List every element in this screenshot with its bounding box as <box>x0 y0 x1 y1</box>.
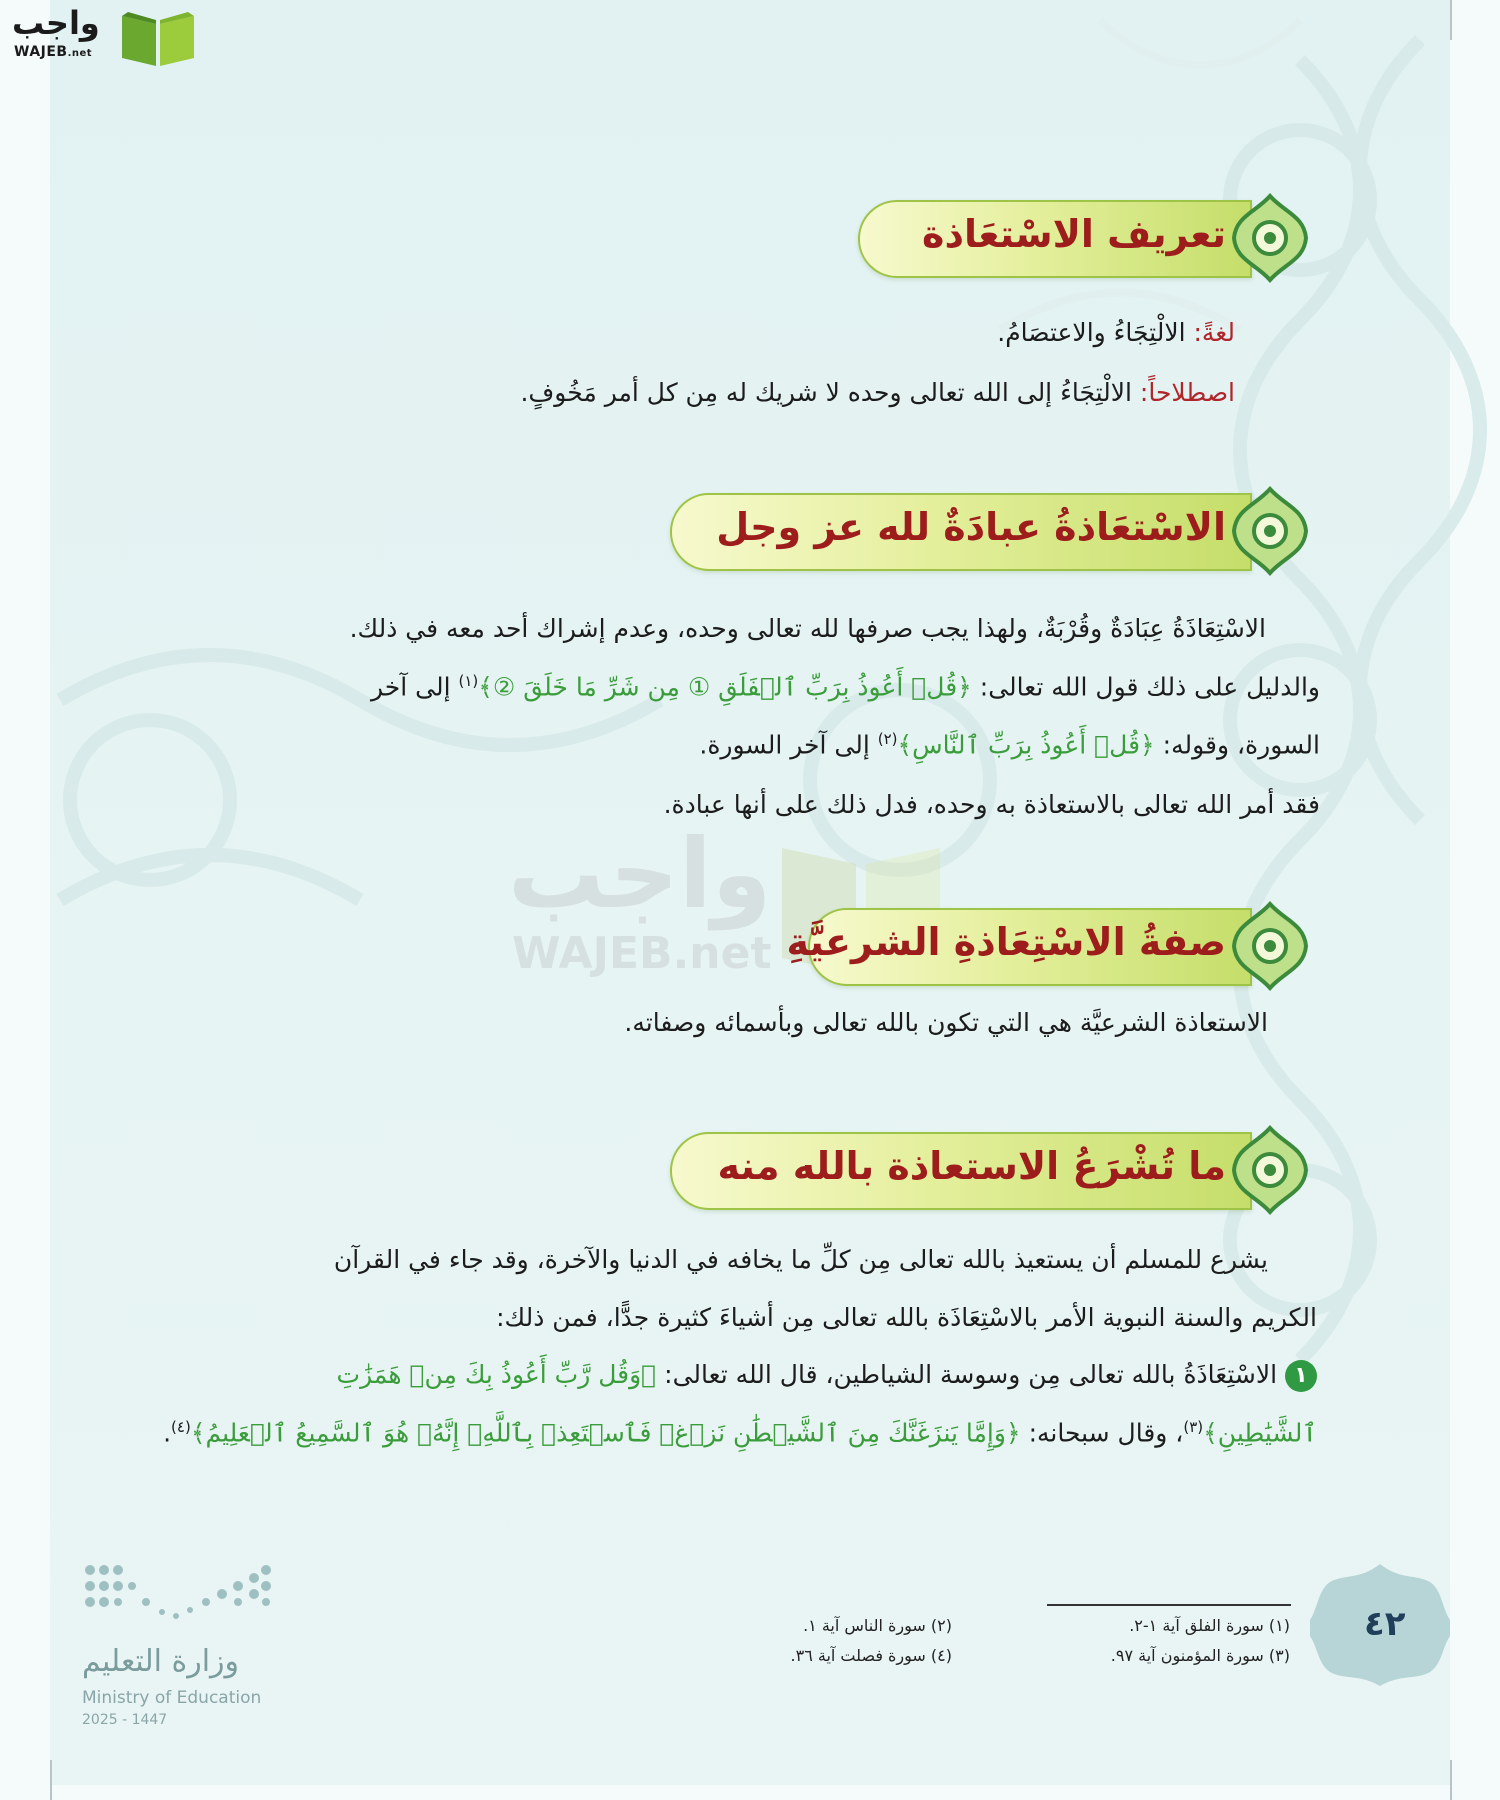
section-header-worship <box>670 493 1312 569</box>
prescribed-item-1 <box>337 1360 1317 1392</box>
lexical-text: الالْتِجَاءُ والاعتصَامُ. <box>997 318 1186 347</box>
ministry-english: Ministry of Education <box>82 1688 262 1708</box>
ayah-muminun-part2: ٱلشَّيَٰطِينِ﴾ <box>1203 1418 1317 1448</box>
ministry-arabic: وزارة التعليم <box>82 1644 240 1679</box>
footnote-2: (٢) سورة الناس آية ١. <box>803 1616 952 1635</box>
section-title: ما تُشْرَعُ الاستعاذة بالله منه <box>717 1144 1226 1188</box>
line-end: إلى آخر السورة. <box>699 730 870 760</box>
ayah-nas: ﴿قُلۡ أَعُوذُ بِرَبِّ ٱلنَّاسِ﴾ <box>897 730 1155 760</box>
worship-line-3 <box>699 730 1320 759</box>
definition-lexical <box>997 318 1235 347</box>
definition-technical <box>520 378 1235 407</box>
prescribed-line-2: الكريم والسنة النبوية الأمر بالاسْتِعَاذَة بالله تعالى مِن أشياءَ كثيرة جدًّا، فمن ذلك: <box>496 1303 1317 1332</box>
line-end: إلى آخر <box>371 672 451 702</box>
page-number: ٤٢ <box>1364 1604 1406 1644</box>
item-number-badge: ١ <box>1285 1360 1317 1392</box>
logo-latin: WAJEB.net <box>14 44 93 60</box>
page-number-badge <box>1310 1560 1450 1690</box>
item-intro: الاسْتِعَاذَةُ بالله تعالى مِن وسوسة الشياطين، قال الله تعالى: <box>664 1360 1278 1389</box>
technical-text: الالْتِجَاءُ إلى الله تعالى وحده لا شريك له مِن كل أمر مَخُوفٍ. <box>520 378 1132 407</box>
footnote-3: (٣) سورة المؤمنون آية ٩٧. <box>1110 1646 1290 1665</box>
ayah-muminun-part1: ﴿وَقُل رَّبِّ أَعُوذُ بِكَ مِنۡ هَمَزَٰتِ <box>336 1360 657 1389</box>
ayah-falaq: ﴿قُلۡ أَعُوذُ بِرَبِّ ٱلۡفَلَقِ ① مِن شَرِّ مَا خَلَقَ ②﴾ <box>478 672 972 702</box>
floral-ornament-icon <box>1228 483 1312 579</box>
watermark-arabic: واجب <box>508 818 772 930</box>
ministry-logo <box>82 1560 282 1730</box>
section-header-lawful <box>786 908 1312 984</box>
section-header-definition <box>858 200 1312 276</box>
ayah-fussilat: ﴿وَإِمَّا يَنزَغَنَّكَ مِنَ ٱلشَّيۡطَٰنِ نَزۡغٞ فَٱسۡتَعِذۡ بِٱللَّهِۖ إِنَّهُۥ هُوَ ٱلسَّمِيعُ ٱلۡعَلِيمُ﴾ <box>190 1418 1021 1448</box>
ministry-year: 2025 - 1447 <box>82 1712 168 1728</box>
item-end: . <box>163 1418 172 1448</box>
footnote-ref-1: (١) <box>458 672 479 690</box>
book-icon <box>118 8 198 68</box>
footnote-ref-4: (٤) <box>171 1418 191 1436</box>
technical-label: اصطلاحاً: <box>1139 378 1235 407</box>
logo-arabic: واجب <box>12 4 100 42</box>
section-title: الاسْتعَاذةُ عبادَةٌ لله عز وجل <box>716 505 1226 549</box>
floral-ornament-icon <box>1228 1122 1312 1218</box>
worship-line-4: فقد أمر الله تعالى بالاستعاذة به وحده، فدل ذلك على أنها عبادة. <box>663 790 1320 819</box>
lawful-text: الاستعاذة الشرعيَّة هي التي تكون بالله تعالى وبأسمائه وصفاته. <box>624 1008 1268 1037</box>
lexical-label: لغةً: <box>1193 318 1235 347</box>
floral-ornament-icon <box>1228 190 1312 286</box>
evidence-intro: والدليل على ذلك قول الله تعالى: <box>979 672 1320 702</box>
footnote-4: (٤) سورة فصلت آية ٣٦. <box>790 1646 952 1665</box>
crop-mark <box>1450 0 1452 40</box>
section-title: صفةُ الاسْتِعَاذةِ الشرعيَّةِ <box>786 920 1226 964</box>
section-header-prescribed <box>670 1132 1312 1208</box>
floral-ornament-icon <box>1228 898 1312 994</box>
footnote-1: (١) سورة الفلق آية ١-٢. <box>1129 1616 1290 1635</box>
surah-end-text: السورة، وقوله: <box>1162 730 1320 760</box>
section-title: تعريف الاسْتعَاذة <box>922 212 1226 256</box>
prescribed-item-1-cont <box>163 1418 1317 1447</box>
ministry-dots-emblem <box>82 1560 272 1630</box>
footnote-divider <box>1047 1604 1291 1606</box>
footnote-ref-3: (٣) <box>1183 1418 1204 1436</box>
worship-line-2 <box>371 672 1320 701</box>
watermark-latin: WAJEB.net <box>512 928 772 979</box>
footnote-ref-2: (٢) <box>877 730 898 748</box>
crop-mark <box>50 1760 52 1800</box>
worship-line-1: الاسْتِعَاذَةُ عِبَادَةٌ وقُرْبَةٌ، ولهذا يجب صرفها لله تعالى وحده، وعدم إشراك أحد معه في ذلك. <box>349 614 1266 643</box>
prescribed-line-1: يشرع للمسلم أن يستعيذ بالله تعالى مِن كلِّ ما يخافه في الدنيا والآخرة، وقد جاء في القرآن <box>333 1245 1268 1274</box>
item-mid: ، وقال سبحانه: <box>1028 1418 1184 1448</box>
crop-mark <box>1450 1760 1452 1800</box>
wajeb-logo[interactable] <box>10 6 190 66</box>
